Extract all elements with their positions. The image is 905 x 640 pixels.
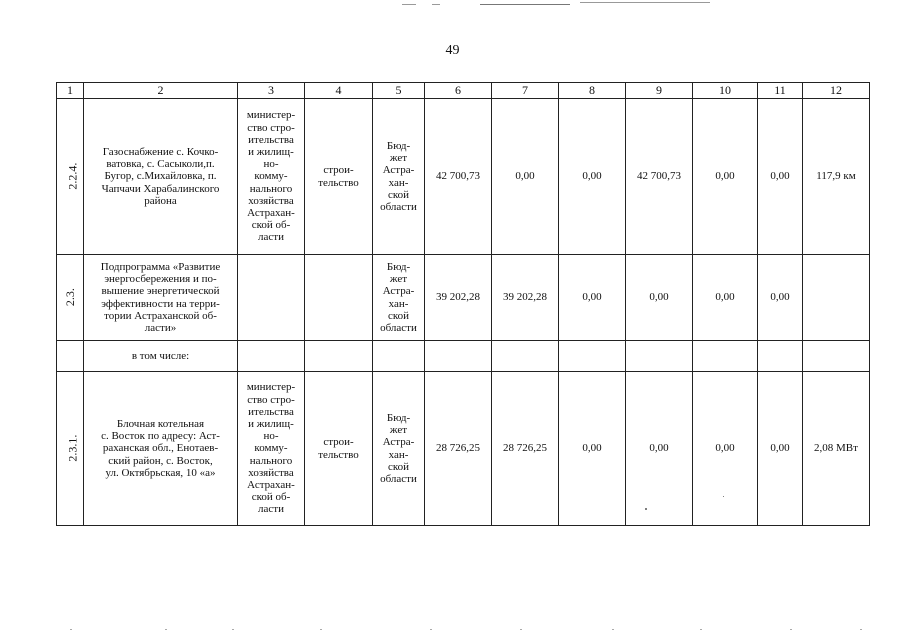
scan-speck xyxy=(645,508,647,510)
amount-col8: 0,00 xyxy=(559,99,626,255)
amount-col6: 39 202,28 xyxy=(425,255,492,341)
empty-cell xyxy=(803,341,870,372)
header-row xyxy=(57,83,870,99)
empty-cell xyxy=(758,341,803,372)
work-type: строи- тельство xyxy=(305,99,373,255)
amount-col7: 28 726,25 xyxy=(492,372,559,526)
row-number: 2.2.4. xyxy=(65,162,80,190)
empty-cell xyxy=(559,341,626,372)
empty-cell xyxy=(626,341,693,372)
executor: министер- ство стро- ительства и жилищ- но- комму- нального хозяйства Астрахан- ской об- ласти xyxy=(238,99,305,255)
amount-col6: 42 700,73 xyxy=(425,99,492,255)
amount-col11: 0,00 xyxy=(758,372,803,526)
column-header: 5 xyxy=(373,83,425,99)
column-header: 12 xyxy=(803,83,870,99)
amount-col8: 0,00 xyxy=(559,255,626,341)
work-type xyxy=(305,255,373,341)
row-number-cell xyxy=(57,99,84,255)
column-header: 7 xyxy=(492,83,559,99)
object-name: Подпрограмма «Развитие энергосбережения и по- вышение энергетической эффективности на терри- тории Астраханской об- ласти» xyxy=(84,255,238,341)
empty-cell xyxy=(492,341,559,372)
row-number-cell xyxy=(57,372,84,526)
column-header: 1 xyxy=(57,83,84,99)
empty-cell xyxy=(305,341,373,372)
amount-col7: 0,00 xyxy=(492,99,559,255)
column-header: 2 xyxy=(84,83,238,99)
page-number: 49 xyxy=(445,43,460,58)
indicator: 117,9 км xyxy=(803,99,870,255)
amount-col11: 0,00 xyxy=(758,255,803,341)
table-row xyxy=(57,99,870,255)
table-row xyxy=(57,255,870,341)
amount-col11: 0,00 xyxy=(758,99,803,255)
amount-col10: 0,00 xyxy=(693,255,758,341)
amount-col9: 0,00 xyxy=(626,372,693,526)
empty-cell xyxy=(693,341,758,372)
indicator xyxy=(803,255,870,341)
amount-col9: 0,00 xyxy=(626,255,693,341)
amount-col6: 28 726,25 xyxy=(425,372,492,526)
column-header: 11 xyxy=(758,83,803,99)
indicator: 2,08 МВт xyxy=(803,372,870,526)
executor: министер- ство стро- ительства и жилищ- но- комму- нального хозяйства Астрахан- ской об- ласти xyxy=(238,372,305,526)
work-type: строи- тельство xyxy=(305,372,373,526)
empty-cell xyxy=(425,341,492,372)
column-header: 10 xyxy=(693,83,758,99)
table-row xyxy=(57,372,870,526)
row-number: 2.3. xyxy=(62,287,77,306)
object-name: Блочная котельная с. Восток по адресу: Аст- раханская обл., Енотаев- ский район, с. Восток, ул. Октябрьская, 10 «а» xyxy=(84,372,238,526)
amount-col9: 42 700,73 xyxy=(626,99,693,255)
empty-cell xyxy=(373,341,425,372)
row-number-cell xyxy=(57,255,84,341)
column-header: 9 xyxy=(626,83,693,99)
program-table xyxy=(56,82,870,526)
column-header: 8 xyxy=(559,83,626,99)
table-row xyxy=(57,341,870,372)
object-name: Газоснабжение с. Кочко- ватовка, с. Сасыколи,п. Бугор, с.Михайловка, п. Чапчачи Харабалинского района xyxy=(84,99,238,255)
executor xyxy=(238,255,305,341)
scan-speck xyxy=(723,496,724,497)
empty-cell xyxy=(238,341,305,372)
column-header: 4 xyxy=(305,83,373,99)
funding-source: Бюд- жет Астра- хан- ской области xyxy=(373,255,425,341)
column-header: 3 xyxy=(238,83,305,99)
subtotal-label: в том числе: xyxy=(84,341,238,372)
row-number: 2.3.1. xyxy=(65,434,80,462)
amount-col7: 39 202,28 xyxy=(492,255,559,341)
amount-col10: 0,00 xyxy=(693,99,758,255)
column-header: 6 xyxy=(425,83,492,99)
amount-col8: 0,00 xyxy=(559,372,626,526)
row-number-cell xyxy=(57,341,84,372)
funding-source: Бюд- жет Астра- хан- ской области xyxy=(373,99,425,255)
funding-source: Бюд- жет Астра- хан- ской области xyxy=(373,372,425,526)
scan-artifacts xyxy=(380,0,720,10)
scan-artifacts xyxy=(0,625,905,635)
amount-col10: 0,00 xyxy=(693,372,758,526)
